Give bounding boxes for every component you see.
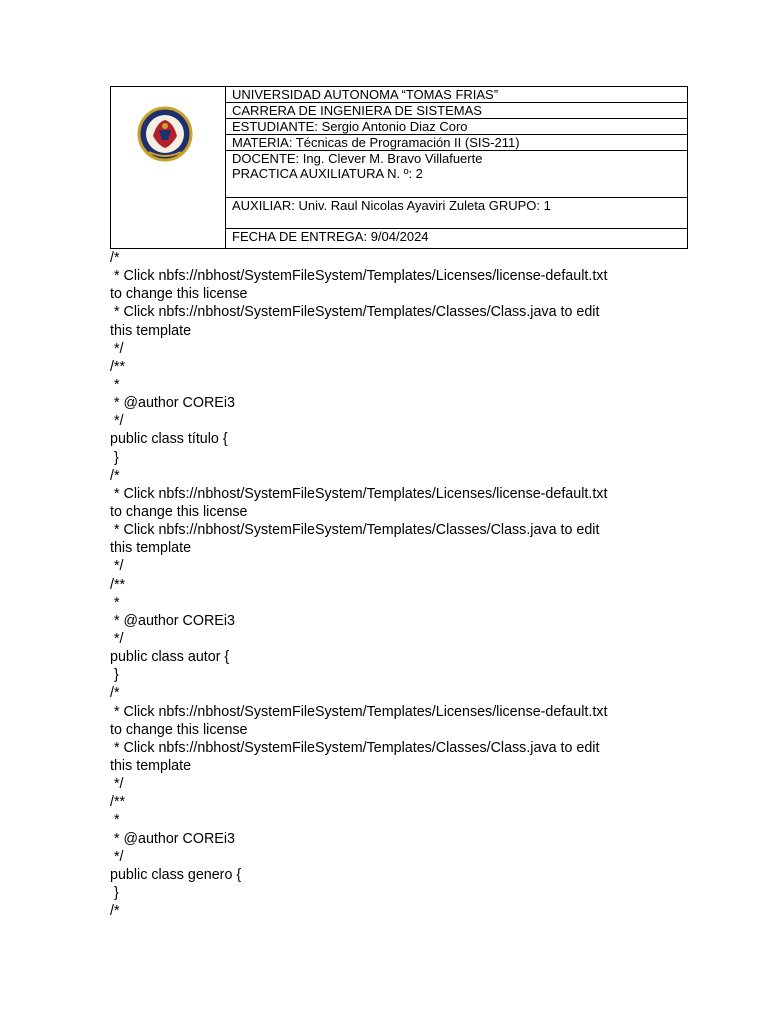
- header-table: [110, 86, 688, 249]
- code-line: /**: [110, 358, 126, 375]
- code-line: * @author COREi3: [110, 612, 235, 629]
- header-row-career: CARRERA DE INGENIERA DE SISTEMAS: [226, 103, 687, 119]
- header-row-assistant: AUXILIAR: Univ. Raul Nicolas Ayaviri Zuleta GRUPO: 1: [226, 198, 687, 229]
- code-line: * Click nbfs://nbhost/SystemFileSystem/Templates/Classes/Class.java to edit: [110, 739, 600, 756]
- code-line: }: [110, 449, 119, 466]
- code-line: this template: [110, 757, 192, 774]
- code-line: */: [110, 776, 124, 793]
- header-row-university: UNIVERSIDAD AUTONOMA “TOMAS FRIAS”: [226, 87, 687, 103]
- code-line: to change this license: [110, 503, 248, 520]
- code-line: * Click nbfs://nbhost/SystemFileSystem/Templates/Licenses/license-default.txt: [110, 268, 608, 285]
- code-line: */: [110, 848, 124, 865]
- code-line: /*: [110, 467, 120, 484]
- code-line: *: [110, 812, 120, 829]
- code-line: * Click nbfs://nbhost/SystemFileSystem/Templates/Classes/Class.java to edit: [110, 304, 600, 321]
- code-line: this template: [110, 322, 192, 339]
- code-line: to change this license: [110, 286, 248, 303]
- header-rows: [226, 87, 687, 248]
- header-row-subject: MATERIA: Técnicas de Programación II (SIS-211): [226, 135, 687, 151]
- code-line: /**: [110, 794, 126, 811]
- code-line: */: [110, 340, 124, 357]
- header-row-student: ESTUDIANTE: Sergio Antonio Diaz Coro: [226, 119, 687, 135]
- code-line: * @author COREi3: [110, 395, 235, 412]
- code-line: * Click nbfs://nbhost/SystemFileSystem/Templates/Classes/Class.java to edit: [110, 522, 600, 539]
- university-seal-logo: [137, 106, 193, 162]
- code-line: */: [110, 630, 124, 647]
- code-listing: [110, 249, 670, 920]
- code-line: to change this license: [110, 721, 248, 738]
- header-row-date: FECHA DE ENTREGA: 9/04/2024: [232, 229, 429, 244]
- code-line: * Click nbfs://nbhost/SystemFileSystem/Templates/Licenses/license-default.txt: [110, 703, 608, 720]
- code-line: * @author COREi3: [110, 830, 235, 847]
- logo-cell: [111, 87, 226, 248]
- code-line: /*: [110, 903, 120, 920]
- code-line: */: [110, 558, 124, 575]
- code-line: *: [110, 376, 120, 393]
- code-line: public class título {: [110, 431, 228, 448]
- code-line: this template: [110, 540, 192, 557]
- code-line: public class genero {: [110, 866, 242, 883]
- header-row-teacher: DOCENTE: Ing. Clever M. Bravo Villafuerte PRACTICA AUXILIATURA N. º: 2: [226, 151, 687, 198]
- code-line: }: [110, 884, 119, 901]
- code-line: /**: [110, 576, 126, 593]
- code-line: public class autor {: [110, 649, 230, 666]
- code-line: /*: [110, 250, 120, 266]
- code-line: * Click nbfs://nbhost/SystemFileSystem/Templates/Licenses/license-default.txt: [110, 485, 608, 502]
- code-line: /*: [110, 685, 120, 702]
- code-line: */: [110, 413, 124, 430]
- code-line: }: [110, 667, 119, 684]
- code-line: *: [110, 594, 120, 611]
